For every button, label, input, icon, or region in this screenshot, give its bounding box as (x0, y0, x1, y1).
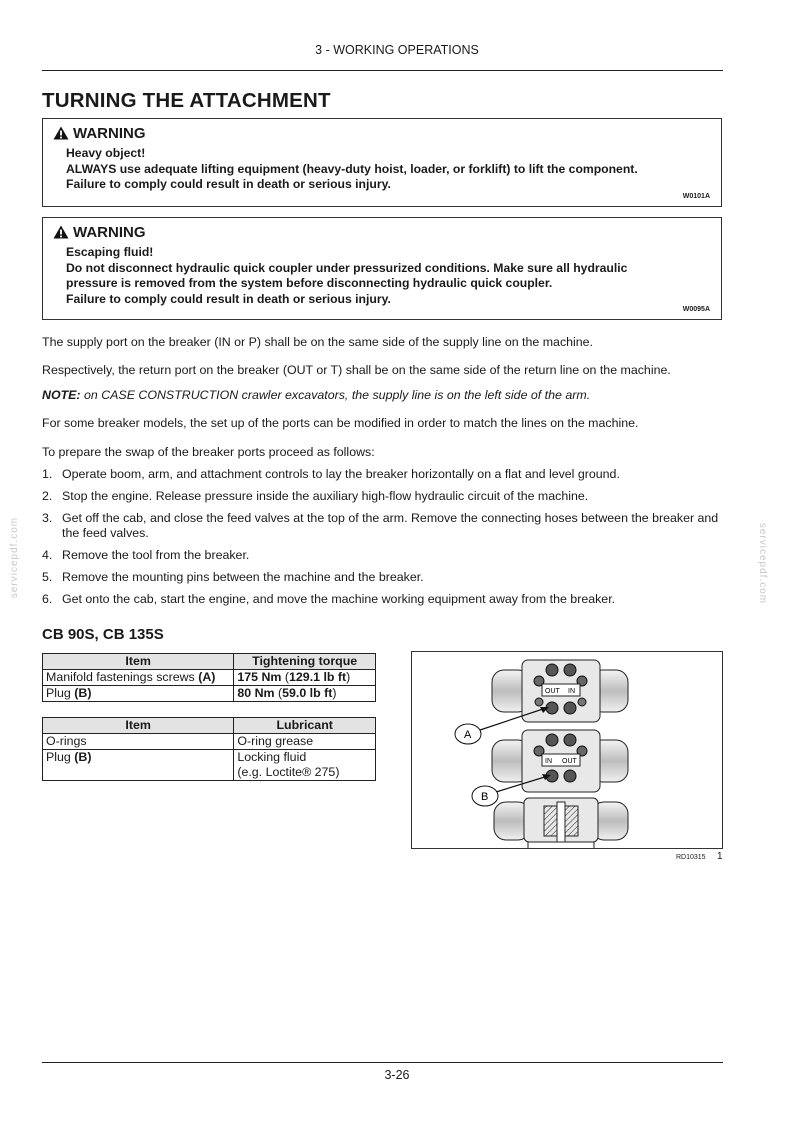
step-item (42, 489, 727, 504)
warning-text (66, 146, 711, 193)
table-cell: Plug (B) (43, 686, 234, 702)
svg-text:OUT: OUT (545, 688, 560, 695)
warning-line: Failure to comply could result in death or serious injury. (66, 177, 391, 191)
svg-text:B: B (481, 791, 489, 803)
step-text: Get onto the cab, start the engine, and move the machine working equipment away from the breaker. (62, 592, 616, 606)
breaker-manifold-illustration (412, 652, 722, 848)
page-title: TURNING THE ATTACHMENT (42, 89, 331, 112)
manifold-section (494, 798, 628, 848)
note-text: on CASE CONSTRUCTION crawler excavators, the supply line is on the left side of the arm. (80, 388, 591, 402)
breaker-port-figure (411, 651, 723, 849)
warning-triangle-icon (53, 225, 69, 239)
subsection-title: CB 90S, CB 135S (42, 626, 164, 643)
step-number: 1. (42, 467, 53, 481)
header-rule (42, 70, 723, 71)
warning-line: Heavy object! (66, 146, 146, 160)
warning-line: Escaping fluid! (66, 245, 154, 259)
step-number: 4. (42, 548, 53, 562)
paragraph-return-port: Respectively, the return port on the breaker (OUT or T) shall be on the same side of the return line on the machine. (42, 363, 671, 377)
warning-label: WARNING (73, 124, 146, 142)
watermark-left: servicepdf.com (9, 516, 21, 599)
warning-text (66, 245, 711, 307)
column-header: Tightening torque (234, 654, 376, 670)
table-row (43, 734, 376, 750)
lubricant-table (42, 717, 376, 781)
torque-table (42, 653, 376, 702)
table-cell: Locking fluid (e.g. Loctite® 275) (234, 750, 376, 781)
table-cell: Plug (B) (43, 750, 234, 781)
warning-box-escaping-fluid (42, 217, 722, 320)
svg-text:A: A (464, 729, 472, 741)
warning-line: ALWAYS use adequate lifting equipment (heavy-duty hoist, loader, or forklift) to lift the component. (66, 161, 638, 176)
warning-line: Failure to comply could result in death or serious injury. (66, 291, 391, 306)
table-cell: 80 Nm (59.0 lb ft) (234, 686, 376, 702)
svg-text:OUT: OUT (562, 758, 577, 765)
table-cell: Manifold fastenings screws (A) (43, 670, 234, 686)
step-item (42, 511, 727, 541)
step-text: Stop the engine. Release pressure inside the auxiliary high-flow hydraulic circuit of the machine. (62, 489, 589, 503)
step-number: 2. (42, 489, 53, 503)
step-text: Operate boom, arm, and attachment controls to lay the breaker horizontally on a flat and level ground. (62, 467, 620, 481)
column-header: Item (43, 654, 234, 670)
figure-number: 1 (717, 851, 723, 862)
procedure-steps (42, 467, 727, 607)
footer-rule (42, 1062, 723, 1063)
watermark-right: servicepdf.com (757, 522, 769, 605)
warning-line: pressure is removed from the system before disconnecting hydraulic quick coupler. (66, 276, 553, 290)
step-item (42, 592, 727, 607)
table-row (43, 670, 376, 686)
manifold-middle (492, 730, 628, 792)
step-item (42, 548, 727, 563)
paragraph-port-setup: For some breaker models, the set up of the ports can be modified in order to match the lines on the machine. (42, 416, 639, 430)
warning-code: W0101A (682, 193, 710, 200)
svg-text:IN: IN (545, 758, 552, 765)
table-cell: 175 Nm (129.1 lb ft) (234, 670, 376, 686)
step-item (42, 570, 727, 585)
table-row (43, 686, 376, 702)
step-number: 3. (42, 511, 53, 525)
manifold-top (492, 660, 628, 722)
svg-text:IN: IN (568, 688, 575, 695)
paragraph-supply-port: The supply port on the breaker (IN or P) shall be on the same side of the supply line on the machine. (42, 335, 594, 349)
step-text: Get off the cab, and close the feed valves at the top of the arm. Remove the connecting hoses between the breaker and the feed valves. (62, 511, 719, 540)
paragraph-procedure-intro: To prepare the swap of the breaker ports proceed as follows: (42, 445, 375, 459)
figure-code: RD10315 (676, 854, 706, 861)
column-header: Item (43, 718, 234, 734)
warning-line: Do not disconnect hydraulic quick coupler under pressurized conditions. Make sure all hydraulic (66, 260, 628, 275)
running-header: 3 - WORKING OPERATIONS (315, 43, 479, 57)
warning-box-heavy-object (42, 118, 722, 207)
table-row (43, 750, 376, 781)
step-text: Remove the tool from the breaker. (62, 548, 250, 562)
warning-label: WARNING (73, 223, 146, 241)
step-text: Remove the mounting pins between the machine and the breaker. (62, 570, 424, 584)
warning-triangle-icon (53, 126, 69, 140)
warning-code: W0095A (682, 306, 710, 313)
step-item (42, 467, 727, 482)
step-number: 6. (42, 592, 53, 606)
page-number: 3-26 (384, 1068, 410, 1082)
table-cell: O-rings (43, 734, 234, 750)
note-label: NOTE: (42, 388, 81, 402)
note (42, 388, 727, 403)
table-cell: O-ring grease (234, 734, 376, 750)
column-header: Lubricant (234, 718, 376, 734)
step-number: 5. (42, 570, 53, 584)
